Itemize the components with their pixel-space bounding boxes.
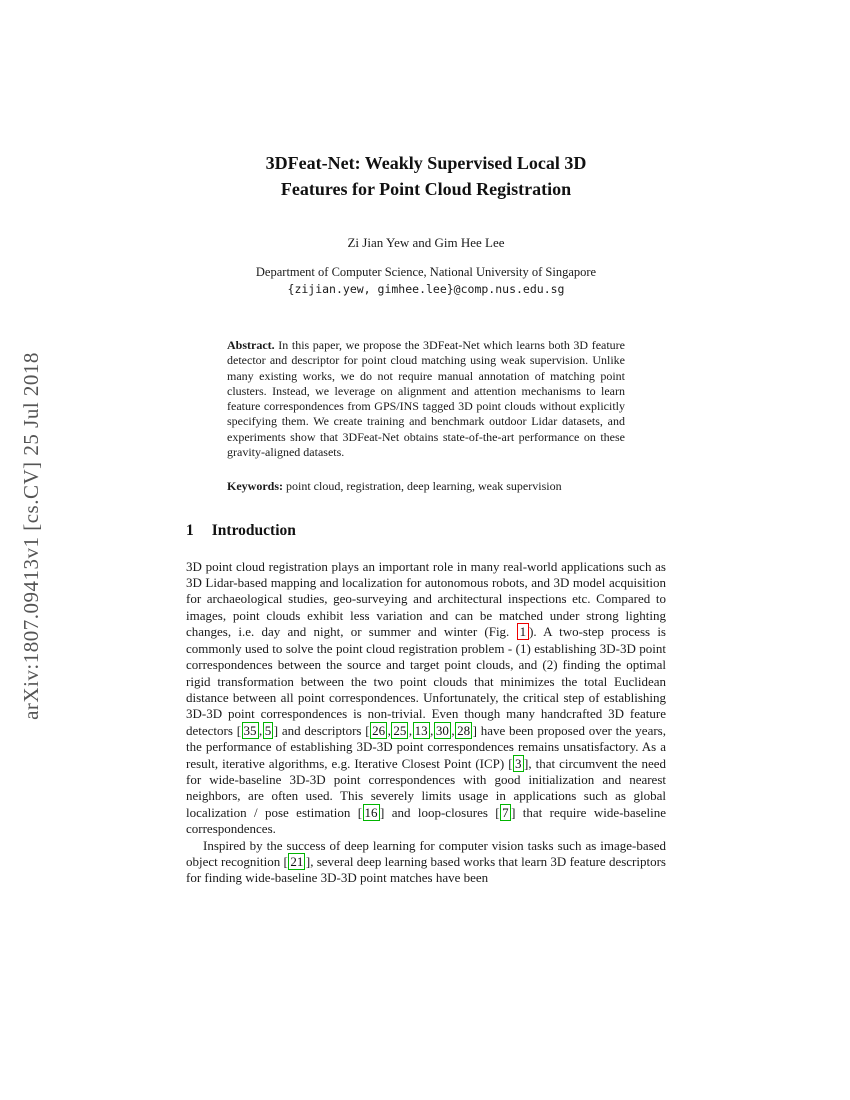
keywords-block	[227, 479, 625, 494]
abstract-text: In this paper, we propose the 3DFeat-Net which learns both 3D feature detector and descriptor for point cloud matching using weak supervision. Unlike many existing works, we do not require manual annotation of matching point clusters. Instead, we leverage on alignment and attention mechanisms to learn feature correspondences from GPS/INS tagged 3D point clouds without explicitly specifying them. We create training and benchmark outdoor Lidar datasets, and experiments show that 3DFeat-Net obtains state-of-the-art performance on these gravity-aligned datasets.	[227, 338, 626, 460]
paper-content	[186, 0, 666, 887]
keywords-label: Keywords:	[227, 479, 283, 494]
figure-ref-link[interactable]: 1	[517, 623, 529, 640]
paper-title	[186, 150, 666, 202]
abstract-block	[227, 338, 625, 460]
citation-link[interactable]: 13	[414, 722, 428, 738]
citation-link[interactable]: 28	[457, 722, 471, 738]
authors-line: Zi Jian Yew and Gim Hee Lee	[347, 235, 505, 250]
citation-link[interactable]: 21	[290, 853, 304, 869]
abstract-label: Abstract.	[227, 338, 275, 352]
arxiv-stamp: arXiv:1807.09413v1 [cs.CV] 25 Jul 2018	[19, 352, 43, 720]
paragraph-intro-1: 3D point cloud registration plays an important role in many real-world applications such as 3D Lidar-based mapping and localization for autonomous robots, and 3D model acquisition for archaeological studies, geo-surveying and architectural inspections etc. Compared to images, point clouds exhibit less variation and can be matched under strong lighting changes, i.e. day and night, or summer and winter (Fig. 1 ). A two-step process is commonly used to solve the point cloud registration problem - (1) establishing 3D-3D point correspondences between the source and target point clouds, and (2) finding the optimal rigid transformation between the two point clouds that minimizes the total Euclidean distance between all point correspondences. Unfortunately, the critical step of establishing 3D-3D point correspondences is non-trivial. Even though many handcrafted 3D feature detectors [ 35 , 5 ] and descriptors [ 26 , 25 , 13 , 30 , 28 ] have been proposed over the years, the performance of establishing 3D-3D point correspondences remains unsatisfactory. As a result, iterative algorithms, e.g. Iterative Closest Point (ICP) [ 3 ], that circumvent the need for wide-baseline 3D-3D point correspondences with good initialization and nearest neighbors, are often used. This severely limits usage in applications such as global localization / pose estimation [ 16 ] and loop-closures [ 7 ] that require wide-baseline correspondences.	[186, 558, 667, 837]
paragraph-intro-2: Inspired by the success of deep learning for computer vision tasks such as image-based object recognition [ 21 ], several deep learning based works that learn 3D feature descriptors for finding wide-baseline 3D-3D point matches have been	[186, 837, 666, 886]
citation-link[interactable]: 25	[393, 722, 407, 738]
paper-title-line1: 3DFeat-Net: Weakly Supervised Local 3D	[265, 153, 587, 173]
section-heading-introduction	[186, 522, 666, 540]
citation-link[interactable]: 5	[264, 722, 272, 738]
paper-title-line2: Features for Point Cloud Registration	[280, 179, 572, 199]
section-number: 1	[186, 521, 194, 539]
citation-link[interactable]: 26	[372, 722, 386, 738]
citation-link[interactable]: 16	[364, 804, 378, 820]
email-line: {zijian.yew, gimhee.lee}@comp.nus.edu.sg	[287, 282, 565, 296]
keywords-text: point cloud, registration, deep learning, weak supervision	[286, 479, 562, 494]
affiliation-line: Department of Computer Science, National University of Singapore	[255, 265, 597, 279]
citation-link[interactable]: 7	[502, 804, 509, 820]
citation-link[interactable]: 30	[435, 722, 449, 738]
citation-link[interactable]: 3	[515, 755, 522, 771]
section-title: Introduction	[211, 521, 296, 539]
citation-link[interactable]: 35	[243, 722, 257, 738]
